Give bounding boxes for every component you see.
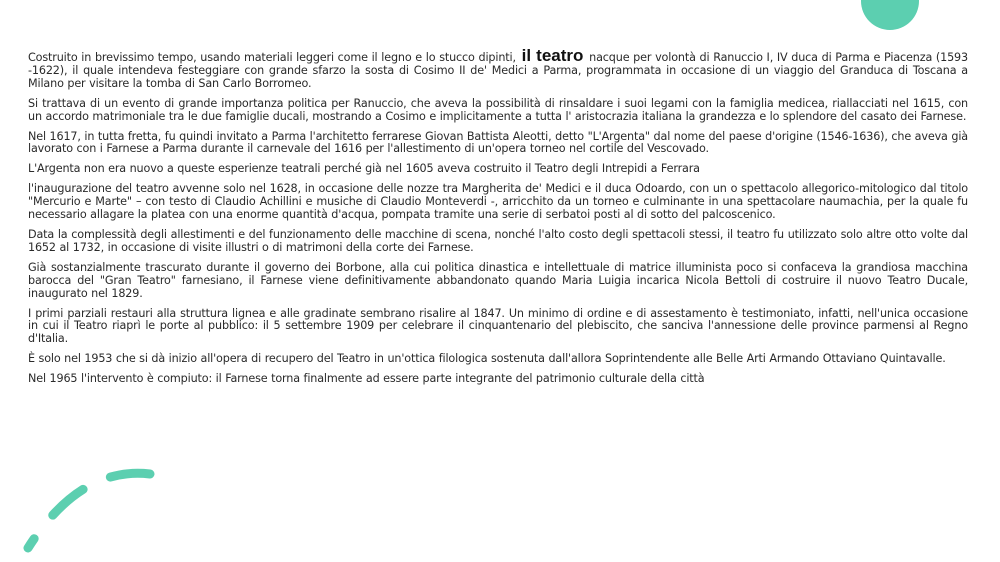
paragraph-argenta: L'Argenta non era nuovo a queste esperienze teatrali perché già nel 1605 aveva costruito il Teatro degli Intrepidi a Ferrara — [28, 162, 700, 176]
paragraph-intro — [28, 46, 968, 91]
paragraph-political-event: Si trattava di un evento di grande importanza politica per Ranuccio, che aveva la possibilità di rinsaldare i suoi legami con la famiglia medicea, riallacciati nel 1615, con un accordo matrimoniale tra le due famiglie ducali, mostrando a Cosimo e implicitamente a tutta l' aristocrazia italiana la grandezza e lo splendore del casato dei Farnese. — [28, 96, 968, 123]
paragraph-recovery: È solo nel 1953 che si dà inizio all'opera di recupero del Teatro in un'ottica filologica sostenuta dall'allora Soprintendente alle Belle Arti Armando Ottaviano Quintavalle. — [28, 352, 946, 366]
emphasis-il-teatro: il teatro — [521, 46, 584, 65]
decorative-dashed-arc — [0, 440, 200, 562]
decorative-circle — [861, 0, 919, 30]
paragraph-performances: Data la complessità degli allestimenti e del funzionamento delle macchine di scena, nonché l'alto costo degli spettacoli stessi, il teatro fu utilizzato solo altre otto volte dal 1652 al 1732, in occasione di visite illustri o di matrimoni della corte dei Farnese. — [28, 227, 968, 254]
paragraph-aleotti: Nel 1617, in tutta fretta, fu quindi invitato a Parma l'architetto ferrarese Giovan Battista Aleotti, detto "L'Argenta" dal nome del paese d'origine (1546-1636), che aveva già lavorato con i Farnese a Parma durante il carnevale del 1616 per l'allestimento di un'opera torneo nel cortile del Vescovado. — [28, 129, 968, 156]
paragraph-completion: Nel 1965 l'intervento è compiuto: il Farnese torna finalmente ad essere parte integrante del patrimonio culturale della città — [28, 372, 705, 386]
intro-text-before: Costruito in brevissimo tempo, usando materiali leggeri come il legno e lo stucco dipinti, — [28, 51, 516, 64]
text-body — [28, 46, 968, 393]
paragraph-borbone: Già sostanzialmente trascurato durante il governo dei Borbone, alla cui politica dinastica e intellettuale di matrice illuminista poco si confaceva la grandiosa macchina barocca del "Gran Teatro" farnesiano, il Farnese viene definitivamente abbandonato quando Maria Luigia incarica Nicola Bettoli di costruire il nuovo Teatro Ducale, inaugurato nel 1829. — [28, 260, 968, 300]
intro-text-after: nacque per volontà di Ranuccio I, IV duca di Parma e Piacenza (1593 -1622), il quale intendeva festeggiare con grande sfarzo la sosta di Cosimo II de' Medici a Parma, programmata in occasione di un viaggio del Granduca di Toscana a Milano per visitare la tomba di San Carlo Borromeo. — [28, 51, 968, 90]
paragraph-restorations: I primi parziali restauri alla struttura lignea e alle gradinate sembrano risalire al 1847. Un minimo di ordine e di assestamento è testimoniato, infatti, nell'unica occasione in cui il Teatro riaprì le porte al pubblico: il 5 settembre 1909 per celebrare il cinquantenario del plebiscito, che sanciva l'annessione delle province parmensi al Regno d'Italia. — [28, 306, 968, 346]
paragraph-inauguration: l'inaugurazione del teatro avvenne solo nel 1628, in occasione delle nozze tra Margherita de' Medici e il duca Odoardo, con un o spettacolo allegorico-mitologico dal titolo "Mercurio e Marte" – con testo di Claudio Achillini e musiche di Claudio Monteverdi -, arricchito da un torneo e culminante in una spettacolare naumachia, per la quale fu necessario allagare la platea con una enorme quantità d'acqua, pompata tramite una serie di serbatoi posti al di sotto del palcoscenico. — [28, 182, 968, 222]
